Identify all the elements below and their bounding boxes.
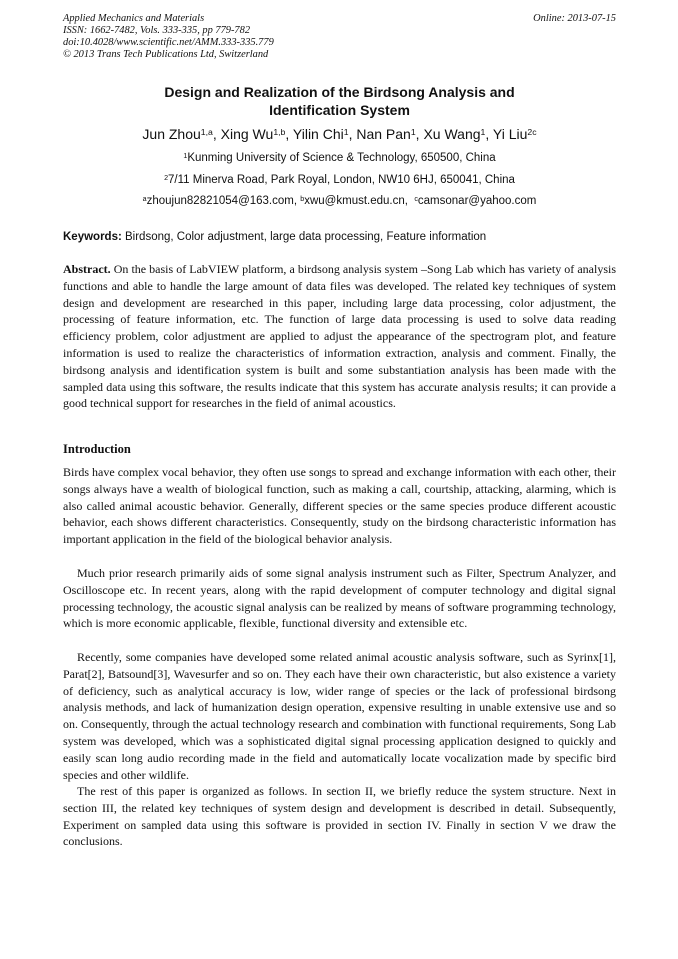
author-sup: 1	[343, 127, 349, 137]
author-name: Nan Pan	[356, 126, 411, 142]
author-sup: 1,b	[273, 127, 286, 137]
author-name: Xing Wu	[220, 126, 274, 142]
affiliation-1	[63, 151, 616, 165]
affiliation-sup: 2	[164, 174, 169, 182]
abstract-text: On the basis of LabVIEW platform, a birdsong analysis system –Song Lab which has variety of analysis functions and able to handle the large amount of data files was developed. The related key techniques of system design and development are researched in this paper, including large data processing, color adjustment, the processing of feature information, etc. The function of large data processing is used to solve data reading efficiency problem, color adjustment are applied to adjust the appearance of the spectrogram plot, and feature information is used to realize the characteristics of information extraction, analysis and comment. Finally, the birdsong analysis and identification system is built and some substantiation analysis has been made with the sampled data using this software, the results indicate that this system has accurate analysis results; it can provide a good technical support for researches in the field of animal acoustics.	[63, 262, 616, 411]
email-sup: b	[300, 195, 305, 203]
keywords-line	[63, 230, 616, 244]
email-line	[63, 194, 616, 208]
author-name: Yi Liu	[492, 126, 528, 142]
keywords-label: Keywords:	[63, 231, 122, 243]
journal-header	[63, 13, 616, 61]
body-paragraph: Recently, some companies have developed some related animal acoustic analysis software, such as Syrinx[1], Parat[2], Batsound[3], Wavesurfer and so on. They each have their own characteristic, but also existence a variety of deficiency, such as analytical accuracy is low, wider range of species or the lack of professional birdsong analysis methods, and lack of humanization design operation, expensive resulting in unable extensive use and so on. Consequently, through the actual technology research and combination with functional requirements, Song Lab system was developed, which was a sophisticated digital signal processing application designed to quickly and easily scan long audio recording made in the field and automatically locate vocalization made by specific bird species and other wildlife.	[63, 650, 616, 782]
affiliation-text: 7/11 Minerva Road, Park Royal, London, NW10 6HJ, 650041, China	[168, 174, 515, 186]
section-heading: Introduction	[63, 442, 131, 456]
body-paragraph: Much prior research primarily aids of some signal analysis instrument such as Filter, Spectrum Analyzer, and Oscilloscope etc. In recent years, along with the rapid development of computer technology and digital signal processing technology, the acoustic signal analysis can be realized by means of software programming technology, which is more economic applicable, flexible, functional diversity and extensible etc.	[63, 566, 616, 631]
keywords-text: Birdsong, Color adjustment, large data processing, Feature information	[125, 231, 487, 243]
author-name: Xu Wang	[423, 126, 481, 142]
body-paragraph: The rest of this paper is organized as follows. In section II, we briefly reduce the system structure. Next in section III, the related key techniques of system design and development is described in detail. Subsequently, Experiment on sampled data using this software is provided in section IV. Finally in section V we draw the conclusions.	[63, 784, 616, 849]
journal-name: Applied Mechanics and Materials	[63, 13, 205, 24]
email-sup: c	[414, 195, 418, 203]
author-name: Yilin Chi	[292, 126, 344, 142]
email-sup: a	[142, 195, 147, 203]
author-sup: 1	[480, 127, 486, 137]
title-line-2: Identification System	[269, 102, 410, 118]
email-address[interactable]: zhoujun82821054@163.com,	[146, 195, 298, 207]
paper-title	[63, 83, 616, 119]
online-date: Online: 2013-07-15	[533, 13, 616, 24]
body-paragraph: Birds have complex vocal behavior, they often use songs to spread and exchange information with each other, their songs always have a wealth of biological function, such as making a call, courtship, attacking, alarming, which is also called animal acoustic behavior. Generally, different species or the same species produce different acoustic behavior, each shows different characteristics. Consequently, study on the birdsong characteristic information has important application in the field of the biological behavior analysis.	[63, 465, 616, 547]
author-sup: 2c	[527, 127, 537, 137]
author-sup: 1	[410, 127, 416, 137]
title-line-1: Design and Realization of the Birdsong Analysis and	[164, 84, 515, 100]
author-list: Jun Zhou$^{1,a}$, Xing Wu$^{1,b}$, Yilin Chi$^1$, Nan Pan$^1$, Xu Wang$^1$, Yi Liu$^{2c}$	[142, 126, 537, 142]
copyright-line: © 2013 Trans Tech Publications Ltd, Switzerland	[63, 49, 269, 60]
author-name: Jun Zhou	[142, 126, 201, 142]
abstract-label: Abstract.	[63, 262, 111, 276]
email-address[interactable]: camsonar@yahoo.com	[417, 195, 537, 207]
issn-line: ISSN: 1662-7482, Vols. 333-335, pp 779-782	[63, 25, 251, 36]
affiliation-sup: 1	[183, 152, 188, 160]
abstract-paragraph	[63, 261, 616, 412]
author-sup: 1,a	[200, 127, 213, 137]
doi-line: doi:10.4028/www.scientific.net/AMM.333-335.779	[63, 37, 274, 48]
email-address[interactable]: xwu@kmust.edu.cn,	[304, 195, 408, 207]
affiliation-2	[63, 173, 616, 187]
affiliation-text: Kunming University of Science & Technology, 650500, China	[187, 152, 496, 164]
